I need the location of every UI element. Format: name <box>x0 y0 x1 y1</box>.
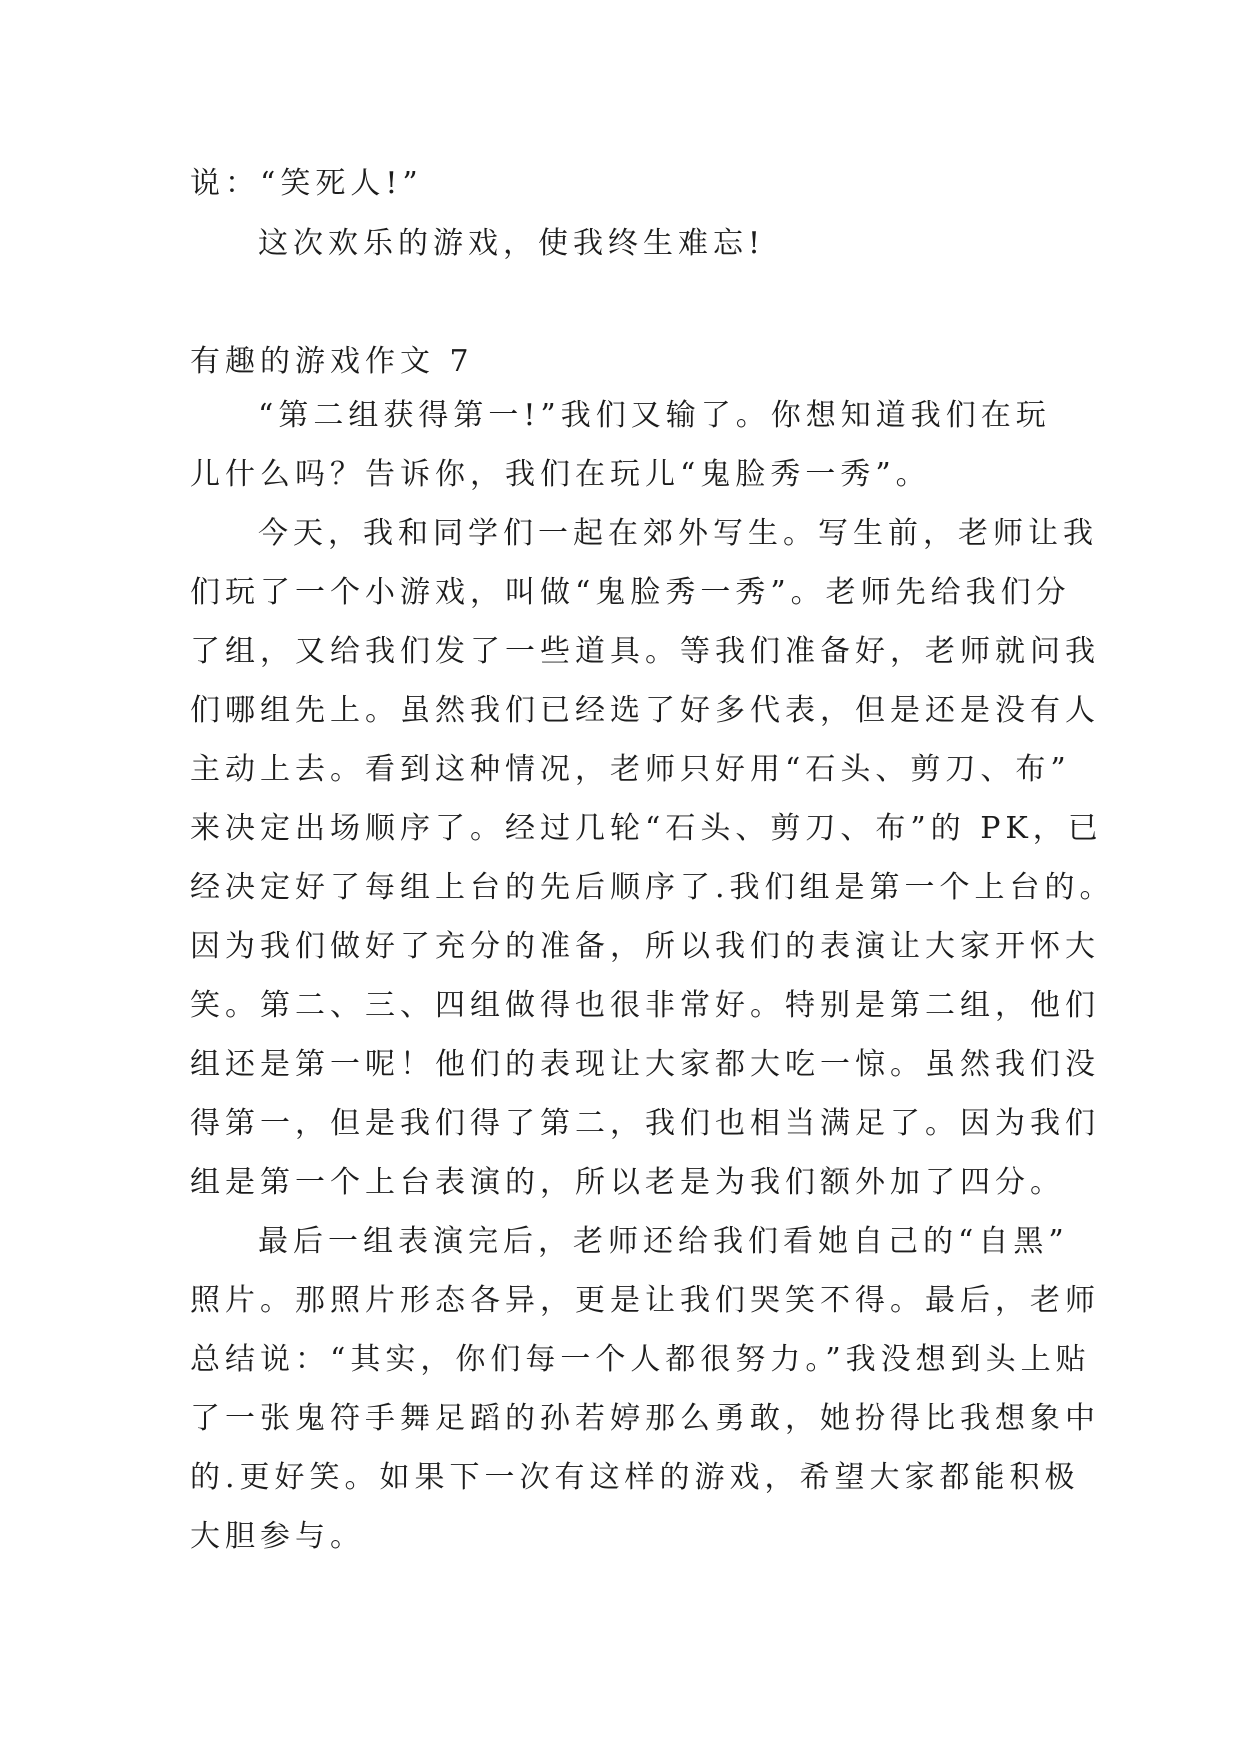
paragraph-line: 今天，我和同学们一起在郊外写生。写生前，老师让我 <box>258 516 1098 551</box>
closing-sentence: 这次欢乐的游戏，使我终生难忘! <box>258 226 766 261</box>
continuation-line: 说：“笑死人!” <box>190 166 423 201</box>
paragraph-line: 儿什么吗？告诉你，我们在玩儿“鬼脸秀一秀”。 <box>190 457 931 492</box>
paragraph-line: 了一张鬼符手舞足蹈的孙若婷那么勇敢，她扮得比我想象中 <box>190 1401 1100 1436</box>
paragraph-line: 因为我们做好了充分的准备，所以我们的表演让大家开怀大 <box>190 929 1100 964</box>
paragraph-line: 组是第一个上台表演的，所以老是为我们额外加了四分。 <box>190 1165 1065 1200</box>
paragraph-line: 照片。那照片形态各异，更是让我们哭笑不得。最后，老师 <box>190 1283 1100 1318</box>
section-title: 有趣的游戏作文 7 <box>190 344 474 379</box>
paragraph-line: 来决定出场顺序了。经过几轮“石头、剪刀、布”的 PK，已 <box>190 811 1103 846</box>
paragraph-line: 主动上去。看到这种情况，老师只好用“石头、剪刀、布” <box>190 752 1071 787</box>
paragraph-line: 得第一，但是我们得了第二，我们也相当满足了。因为我们 <box>190 1106 1100 1141</box>
paragraph-line: 们玩了一个小游戏，叫做“鬼脸秀一秀”。老师先给我们分 <box>190 575 1071 610</box>
paragraph-line: “第二组获得第一!”我们又输了。你想知道我们在玩 <box>258 398 1051 433</box>
paragraph-line: 的.更好笑。如果下一次有这样的游戏，希望大家都能积极 <box>190 1460 1080 1495</box>
paragraph-line: 经决定好了每组上台的先后顺序了.我们组是第一个上台的。 <box>190 870 1115 905</box>
paragraph-line: 笑。第二、三、四组做得也很非常好。特别是第二组，他们 <box>190 988 1100 1023</box>
paragraph-line: 大胆参与。 <box>190 1519 365 1554</box>
paragraph-line: 组还是第一呢！他们的表现让大家都大吃一惊。虽然我们没 <box>190 1047 1100 1082</box>
paragraph-line: 们哪组先上。虽然我们已经选了好多代表，但是还是没有人 <box>190 693 1100 728</box>
paragraph-line: 了组，又给我们发了一些道具。等我们准备好，老师就问我 <box>190 634 1100 669</box>
paragraph-line: 最后一组表演完后，老师还给我们看她自己的“自黑” <box>258 1224 1069 1259</box>
paragraph-line: 总结说：“其实，你们每一个人都很努力。”我没想到头上贴 <box>190 1342 1091 1377</box>
